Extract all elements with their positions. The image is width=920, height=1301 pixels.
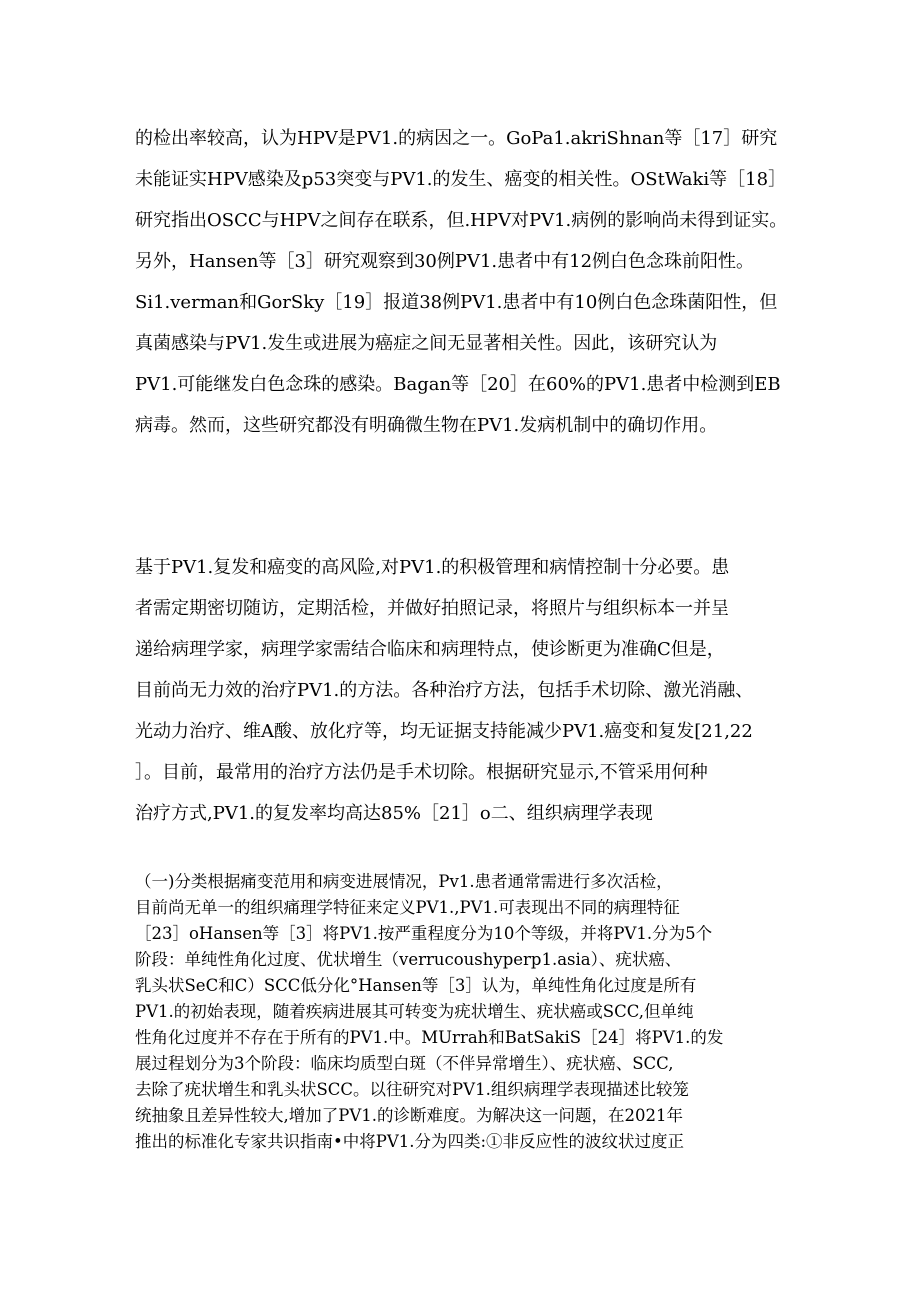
text-line: 目前尚无力效的治疗PV1.的方法。各种治疗方法，包括手术切除、激光消融、	[135, 680, 754, 701]
text-line: 者需定期密切随访，定期活检，并做好拍照记录，将照片与组织标本一并呈	[135, 598, 729, 619]
paragraph-management	[135, 547, 800, 834]
text-line: 未能证实HPV感染及p53突变与PV1.的发生、癌变的相关性。OStWaki等［18］	[135, 169, 787, 190]
text-line: 统抽象且差异性较大,增加了PV1.的诊断难度。为解决这一问题，在2021年	[135, 1106, 683, 1125]
text-line: 递给病理学家，病理学家需结合临床和病理特点，使诊断更为准确C但是，	[135, 639, 725, 660]
text-line: Si1.verman和GorSky［19］报道38例PV1.患者中有10例白色念珠菌阳性，但	[135, 292, 778, 313]
text-line: 真菌感染与PV1.发生或进展为癌症之间无显著相关性。因此，该研究认为	[135, 333, 718, 354]
text-line: 推出的标准化专家共识指南•中将PV1.分为四类:①非反应性的波纹状过度正	[135, 1132, 685, 1151]
text-line: 阶段：单纯性角化过度、优状增生（verrucoushyperp1.asia）、疣状癌、	[135, 950, 682, 969]
text-line: PV1.的初始表现，随着疾病进展其可转变为疣状增生、疣状癌或SCC,但单纯	[135, 1002, 694, 1021]
text-line: 乳头状SeC和C）SCC低分化°Hansen等［3］认为，单纯性角化过度是所有	[135, 976, 697, 995]
text-line: PV1.可能继发白色念珠的感染。Bagan等［20］在60%的PV1.患者中检测到EB	[135, 374, 781, 395]
text-line: 去除了疣状增生和乳头状SCC。以往研究对PV1.组织病理学表现描述比较笼	[135, 1080, 689, 1099]
text-line: 另外，Hansen等［3］研究观察到30例PV1.患者中有12例白色念珠前阳性。	[135, 251, 755, 272]
text-line: （一)分类根据痛变范用和病变进展情况，Pv1.患者通常需进行多次活检，	[135, 872, 673, 891]
text-line: 光动力治疗、维A酸、放化疗等，均无证据支持能减少PV1.癌变和复发[21,22	[135, 721, 753, 742]
text-line: ［23］oHansen等［3］将PV1.按严重程度分为10个等级，并将PV1.分为5个	[135, 924, 713, 943]
text-line: 基于PV1.复发和癌变的高风险,对PV1.的积极管理和病情控制十分必要。患	[135, 557, 730, 578]
text-line: 治疗方式,PV1.的复发率均高达85%［21］o二、组织病理学表现	[135, 803, 653, 824]
paragraph-hpv-candida	[135, 118, 800, 446]
text-line: 的检出率较高，认为HPV是PV1.的病因之一。GoPa1.akriShnan等［17］研究	[135, 128, 778, 149]
text-line: 目前尚无单一的组织痛理学特征来定义PV1.,PV1.可表现出不同的病理特征	[135, 898, 680, 917]
paragraph-classification	[135, 869, 800, 1155]
text-line: 病毒。然而，这些研究都没有明确微生物在PV1.发病机制中的确切作用。	[135, 415, 718, 436]
text-line: ］。目前，最常用的治疗方法仍是手术切除。根据研究显示,不管采用何种	[135, 762, 708, 783]
text-line: 展过程划分为3个阶段：临床均质型白斑（不伴异常增生）、疣状癌、SCC,	[135, 1054, 674, 1073]
text-line: 研究指出OSCC与HPV之间存在联系，但.HPV对PV1.病例的影响尚未得到证实。	[135, 210, 788, 231]
text-line: 性角化过度并不存在于所有的PV1.中。MUrrah和BatSakiS［24］将PV1.的发	[135, 1028, 724, 1047]
